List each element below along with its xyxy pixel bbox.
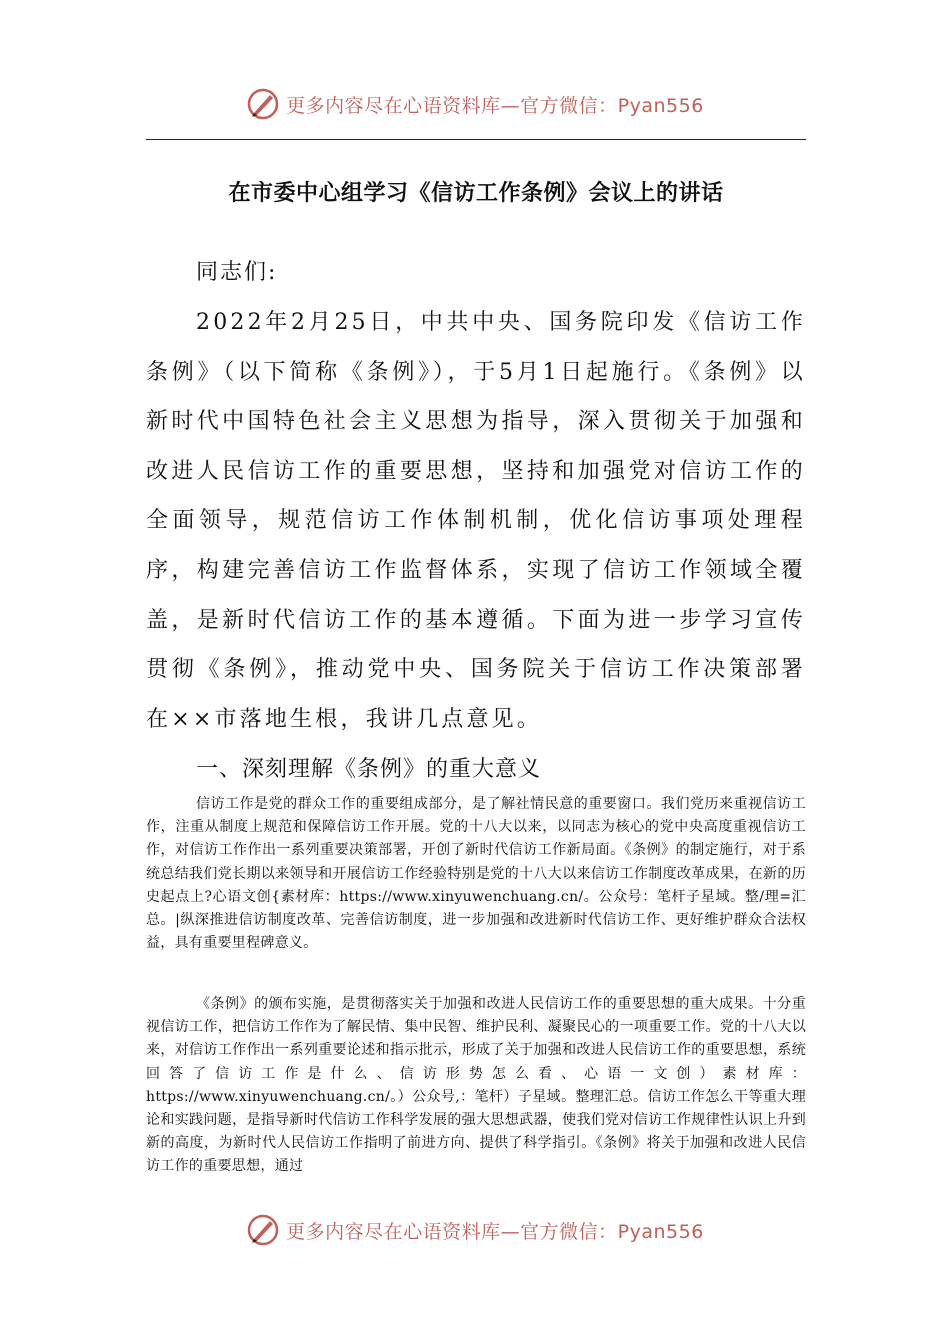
pen-logo-icon xyxy=(246,87,280,121)
pen-logo-icon xyxy=(246,1213,280,1247)
wechat-id: Pyan556 xyxy=(617,1220,704,1243)
intro-paragraph: 2022年2月25日，中共中央、国务院印发《信访工作条例》（以下简称《条例》），于5月1日起施行。《条例》以新时代中国特色社会主义思想为指导，深入贯彻关于加强和改进人民信访工作的重要思想，坚持和加强党对信访工作的全面领导，规范信访工作体制机制，优化信访事项处理程序，构建完善信访工作监督体系，实现了信访工作领域全覆盖，是新时代信访工作的基本遵循。下面为进一步学习宣传贯彻《条例》，推动党中央、国务院关于信访工作决策部署在××市落地生根，我讲几点意见。 xyxy=(146,310,806,732)
document-title: 在市委中心组学习《信访工作条例》会议上的讲话 xyxy=(228,181,724,206)
footer-banner xyxy=(0,1210,950,1250)
body-paragraph-2: 《条例》的颁布实施，是贯彻落实关于加强和改进人民信访工作的重要思想的重大成果。十分重视信访工作，把信访工作作为了解民情、集中民智、维护民利、凝聚民心的一项重要工作。党的十八大以来，对信访工作作出一系列重要论述和指示批示，形成了关于加强和改进人民信访工作的重要思想，系统回答了信访工作是什么、信访形势怎么看、心语一文创）素材库：https://www.xinyuwenchuang.cn/。）公众号,：笔杆）子星域。整理汇总。信访工作怎么干等重大理论和实践问题，是指导新时代信访工作科学发展的强大思想武器，使我们党对信访工作规律性认识上升到新的高度，为新时代人民信访工作指明了前进方向、提供了科学指引。《条例》将关于加强和改进人民信访工作的重要思想，通过 xyxy=(146,996,806,1175)
banner-text: 更多内容尽在心语资料库—官方微信：Pyan556 xyxy=(286,1220,704,1243)
body-paragraph-1: 信访工作是党的群众工作的重要组成部分，是了解社情民意的重要窗口。我们党历来重视信访工作，注重从制度上规范和保障信访工作开展。党的十八大以来，以同志为核心的党中央高度重视信访工作，对信访工作作出一系列重要决策部署，开创了新时代信访工作新局面。《条例》的制定施行，对于系统总结我们党长期以来领导和开展信访工作经验特别是党的十八大以来信访工作制度改革成果，在新的历史起点上?心语文创{素材库：https://www.xinyuwenchuang.cn/。公众号：笔杆子星域。整/理=汇总。|纵深推进信访制度改革、完善信访制度，进一步加强和改进新时代信访工作、更好维护群众合法权益，具有重要里程碑意义。 xyxy=(146,796,806,952)
greeting: 同志们: xyxy=(196,260,278,285)
header-rule xyxy=(146,139,806,140)
header-banner xyxy=(0,84,950,124)
section-heading: 一、深刻理解《条例》的重大意义 xyxy=(196,757,542,782)
banner-text: 更多内容尽在心语资料库—官方微信：Pyan556 xyxy=(286,94,704,117)
wechat-id: Pyan556 xyxy=(617,94,704,117)
